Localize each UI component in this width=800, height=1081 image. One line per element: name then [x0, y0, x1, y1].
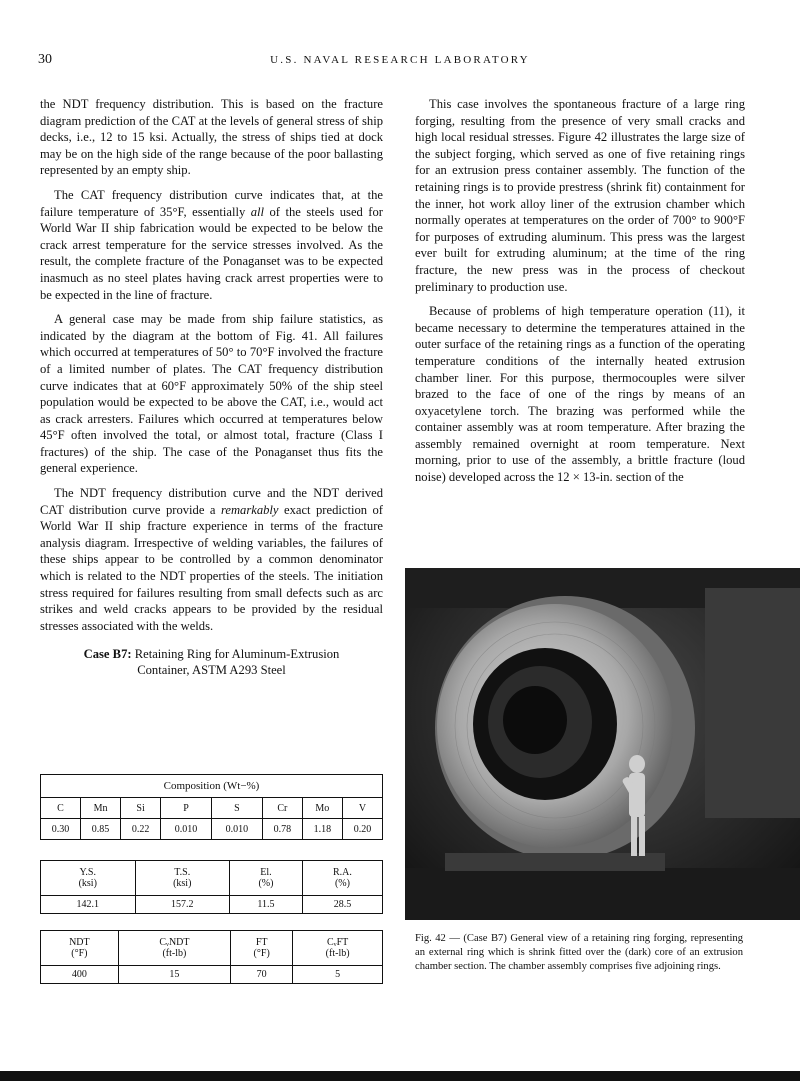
paragraph: Because of problems of high temperature operation (11), it became necessary to determine the temperatures attained in the outer surface of the retaining rings as a function of the operating temperature conditions of the internally heated extrusion chamber liner. For this purpose, thermocouples were silver brazed to the face of one of the rings by means of an oxyacetylene torch. The brazing was performed while the container assembly was at room temperature. After brazing the assembly remained overnight at room temperature. Next morning, prior to use of the assembly, a brittle fracture (loud noise) developed across the 12 × 13-in. section of the	[415, 304, 745, 485]
emphasis: remarkably	[220, 502, 279, 517]
text-run: The NDT frequency distribution curve and the NDT derived CAT distribution curve provide a	[40, 486, 383, 517]
table-cell: 0.010	[211, 819, 262, 840]
left-column	[40, 96, 383, 694]
table-cell: 0.20	[342, 819, 382, 840]
paragraph	[40, 485, 383, 634]
text-run: The CAT frequency distribution curve indicates that, at the failure temperature of 35°F, essentially	[40, 187, 383, 219]
table-header: Si	[121, 798, 161, 819]
header-unit: (ksi)	[173, 878, 192, 889]
table-header	[135, 861, 230, 896]
paragraph: This case involves the spontaneous fracture of a large ring forging, resulting from the presence of very small cracks and high local residual stresses. Figure 42 illustrates the large size of the subject forging, which served as one of five retaining rings for an extrusion press container assembly. The function of the retaining rings is to provide prestress (shrink fit) containment for the inner, hot work alloy liner of the extrusion chamber which normally operates at temperatures on the order of 700° to 900°F for purposes of extruding aluminum. This press was the largest ever built for extruding aluminum; at the time of the ring fracture, the new press was in the process of checkout preliminary to production use.	[415, 97, 745, 294]
table-header: S	[211, 798, 262, 819]
table-header: P	[161, 798, 212, 819]
composition-title: Composition (Wt−%)	[41, 775, 383, 798]
table-header	[41, 931, 119, 966]
table-header	[118, 931, 230, 966]
header-label: CᵥFT	[326, 937, 349, 948]
paragraph	[40, 187, 383, 303]
header-unit: (ft-lb)	[162, 948, 187, 959]
page-number: 30	[38, 52, 52, 67]
header-unit: (%)	[258, 878, 274, 889]
table-cell: 11.5	[230, 896, 303, 914]
table-cell: 5	[293, 966, 383, 984]
composition-table	[40, 774, 383, 840]
case-label: Case B7:	[83, 647, 132, 662]
text-run: exact prediction of World War II ship fracture experience in terms of the fracture analysis diagram. Irrespective of welding variables, the failures of these ships appear to be controlled by a common denominator which is related to the NDT properties of the steels. The initiation stress required for failures resulting from small defects such as arc strikes and weld cracks appears to be provided by the residual stresses associated with the welds.	[40, 502, 384, 633]
table-cell: 0.30	[41, 819, 81, 840]
ndt-table	[40, 930, 383, 984]
table-header	[41, 861, 136, 896]
table-header: V	[342, 798, 382, 819]
header-unit: (%)	[334, 878, 350, 889]
tensile-table	[40, 860, 383, 914]
table-header	[302, 861, 382, 896]
table-header: Cr	[262, 798, 302, 819]
table-cell: 0.78	[262, 819, 302, 840]
header-label: R.A.	[333, 867, 352, 878]
table-header: C	[41, 798, 81, 819]
header-unit: (°F)	[253, 948, 270, 959]
emphasis: all	[250, 204, 265, 219]
table-cell: 142.1	[41, 896, 136, 914]
table-cell: 28.5	[302, 896, 382, 914]
case-title-line: Container, ASTM A293 Steel	[137, 663, 286, 678]
table-header	[231, 931, 293, 966]
table-cell: 0.22	[121, 819, 161, 840]
header-label: NDT	[69, 937, 90, 948]
text-run: of the steels used for World War II ship fabrication would be expected to be below the crack arrest temperature for the service stresses involved. As the result, the complete fracture of the Ponaganset was to be expected inasmuch as no steel plates having crack arrest properties were to be expected in the line of fracture.	[40, 204, 383, 302]
table-header	[230, 861, 303, 896]
right-column	[415, 96, 745, 494]
header-unit: (ft-lb)	[325, 948, 350, 959]
table-header	[293, 931, 383, 966]
case-title	[40, 646, 383, 678]
table-header: Mn	[81, 798, 121, 819]
header-label: T.S.	[174, 867, 191, 878]
header-label: El.	[260, 867, 272, 878]
table-cell: 0.010	[161, 819, 212, 840]
figure-photo	[405, 568, 800, 920]
table-cell: 15	[118, 966, 230, 984]
page-bottom-bar	[0, 1071, 800, 1081]
paragraph: the NDT frequency distribution. This is based on the fracture diagram prediction of the CAT at the levels of general stress of ship decks, i.e., 12 to 15 ksi. Actually, the stress of ships tied at dock may be on the high side of the range because of the poor ballasting represented by an empty ship.	[40, 97, 383, 178]
header-label: CᵥNDT	[159, 937, 190, 948]
running-head: U.S. NAVAL RESEARCH LABORATORY	[270, 54, 530, 66]
header-unit: (ksi)	[78, 878, 97, 889]
table-header: Mo	[302, 798, 342, 819]
figure-caption: Fig. 42 — (Case B7) General view of a retaining ring forging, representing an external ring which is shrink fitted over the (dark) core of an extrusion chamber section. The chamber assembly comprises five adjoining rings.	[415, 933, 743, 972]
header-label: Y.S.	[79, 867, 96, 878]
table-cell: 400	[41, 966, 119, 984]
table-cell: 1.18	[302, 819, 342, 840]
case-title-line: Retaining Ring for Aluminum-Extrusion	[131, 647, 340, 662]
paragraph: A general case may be made from ship failure statistics, as indicated by the diagram at the bottom of Fig. 41. All failures which occurred at temperatures of 50° to 70°F involved the fracture of a limited number of plates. The CAT frequency distribution curve indicates that at 60°F approximately 50% of the ship steel population would be expected to be above the CAT, i.e., would act as crack arresters. Failures which occurred at temperatures below 45°F often involved the total, or almost total, fracture (Class I fractures) of the ship. The case of the Ponaganset thus fits the general experience.	[40, 312, 383, 476]
table-cell: 157.2	[135, 896, 230, 914]
table-cell: 0.85	[81, 819, 121, 840]
table-cell: 70	[231, 966, 293, 984]
header-label: FT	[255, 937, 268, 948]
header-unit: (°F)	[71, 948, 88, 959]
